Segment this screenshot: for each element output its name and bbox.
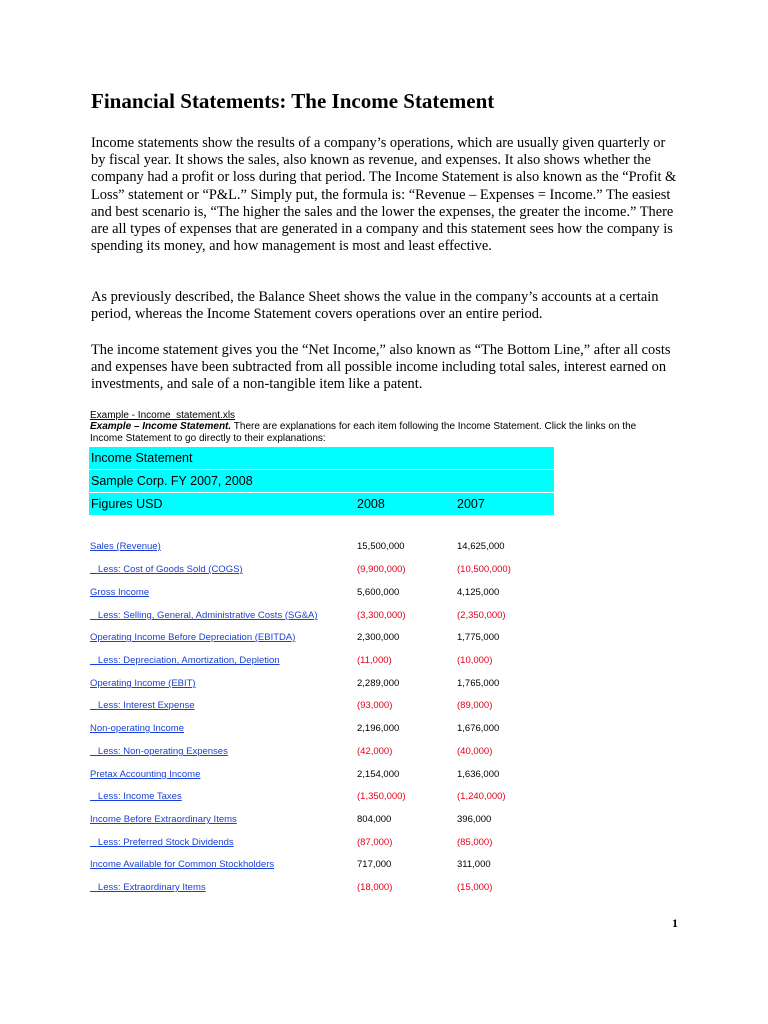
value-2008: 15,500,000 — [357, 541, 405, 552]
table-row — [0, 540, 768, 554]
row-label-link[interactable]: Less: Cost of Goods Sold (COGS) — [90, 564, 243, 575]
value-2007: 1,765,000 — [457, 678, 500, 689]
table-row — [0, 836, 768, 850]
value-2007: (2,350,000) — [457, 610, 506, 621]
value-2007: 1,775,000 — [457, 632, 500, 643]
table-row — [0, 631, 768, 645]
value-2007: (85,000) — [457, 837, 493, 848]
table-row — [0, 609, 768, 623]
example-caption — [90, 421, 660, 445]
value-2008: (1,350,000) — [357, 791, 406, 802]
value-2007: 311,000 — [457, 859, 491, 870]
value-2008: (9,900,000) — [357, 564, 406, 575]
row-label-link[interactable]: Gross Income — [90, 587, 150, 598]
table-row — [0, 563, 768, 577]
column-header-2007: 2007 — [457, 497, 485, 511]
row-label-link[interactable]: Less: Preferred Stock Dividends — [90, 837, 234, 848]
row-label-link[interactable]: Income Before Extraordinary Items — [90, 814, 237, 825]
table-row — [0, 654, 768, 668]
table-row — [0, 790, 768, 804]
row-label-link[interactable]: Sales (Revenue) — [90, 541, 161, 552]
example-file-link[interactable]: Example - Income_statement.xls — [90, 410, 236, 421]
paragraph-net-income: The income statement gives you the “Net Income,” also known as “The Bottom Line,” after all costs and expenses have been subtracted from all possible income including total sales, interest earned on investments, and sale of a non-tangible item like a patent. — [91, 342, 671, 393]
table-row — [0, 745, 768, 759]
page-title: Financial Statements: The Income Statement — [91, 89, 495, 113]
value-2007: (10,000) — [457, 655, 493, 666]
value-2007: 1,676,000 — [457, 723, 500, 734]
example-caption-text: There are explanations for each item following the Income Statement. Click the links on the Income Statement to go directly to their explanations: — [90, 421, 637, 444]
value-2007: 396,000 — [457, 814, 492, 825]
value-2008: 804,000 — [357, 814, 392, 825]
table-header-title-text: Income Statement — [91, 451, 193, 465]
value-2007: (40,000) — [457, 746, 493, 757]
value-2007: (89,000) — [457, 700, 493, 711]
value-2008: 2,300,000 — [357, 632, 400, 643]
value-2008: (18,000) — [357, 882, 393, 893]
table-row — [0, 722, 768, 736]
table-row — [0, 677, 768, 691]
value-2007: (10,500,000) — [457, 564, 511, 575]
row-label-link[interactable]: Less: Non-operating Expenses — [90, 746, 228, 757]
row-label-link[interactable]: Less: Income Taxes — [90, 791, 182, 802]
paragraph-balance-sheet: As previously described, the Balance Sheet shows the value in the company’s accounts at a certain period, whereas the Income Statement covers operations over an entire period. — [91, 289, 659, 323]
value-2007: (1,240,000) — [457, 791, 506, 802]
row-label-link[interactable]: Non-operating Income — [90, 723, 184, 734]
row-label-link[interactable]: Pretax Accounting Income — [90, 769, 201, 780]
value-2008: 2,196,000 — [357, 723, 400, 734]
paragraph-intro: Income statements show the results of a company’s operations, which are usually given quarterly or by fiscal year. It shows the sales, also known as revenue, and expenses. It also shows whether the company had a profit or loss during that period. The Income Statement is also known as the “Profit & Loss” statement or “P&L.” Simply put, the formula is: “Revenue – Expenses = Income.” The easiest and best scenario is, “The higher the sales and the lower the expenses, the greater the income.” There are all types of expenses that are generated in a company and this statement sees how the company is spending its money, and how management is most and least effective. — [91, 135, 677, 255]
row-label-link[interactable]: Operating Income Before Depreciation (EBITDA) — [90, 632, 296, 643]
row-label-link[interactable]: Less: Selling, General, Administrative Costs (SG&A) — [90, 610, 318, 621]
value-2008: (87,000) — [357, 837, 393, 848]
column-header-figures: Figures USD — [91, 497, 163, 511]
table-header-columns — [89, 493, 554, 515]
value-2007: (15,000) — [457, 882, 493, 893]
value-2008: (11,000) — [357, 655, 392, 666]
table-header-title — [89, 447, 554, 469]
table-row — [0, 858, 768, 872]
table-row — [0, 586, 768, 600]
value-2008: (42,000) — [357, 746, 393, 757]
table-row — [0, 813, 768, 827]
value-2008: 2,289,000 — [357, 678, 400, 689]
table-header-company-text: Sample Corp. FY 2007, 2008 — [91, 474, 253, 488]
value-2007: 4,125,000 — [457, 587, 500, 598]
value-2008: 717,000 — [357, 859, 392, 870]
row-label-link[interactable]: Less: Interest Expense — [90, 700, 195, 711]
value-2007: 1,636,000 — [457, 769, 500, 780]
table-row — [0, 768, 768, 782]
table-row — [0, 699, 768, 713]
column-header-2008: 2008 — [357, 497, 385, 511]
row-label-link[interactable]: Operating Income (EBIT) — [90, 678, 196, 689]
value-2008: (3,300,000) — [357, 610, 406, 621]
value-2008: 5,600,000 — [357, 587, 400, 598]
row-label-link[interactable]: Less: Depreciation, Amortization, Depletion — [90, 655, 280, 666]
page-number: 1 — [672, 916, 678, 930]
row-label-link[interactable]: Less: Extraordinary Items — [90, 882, 206, 893]
example-caption-bold: Example – Income Statement. — [90, 421, 232, 432]
row-label-link[interactable]: Income Available for Common Stockholders — [90, 859, 275, 870]
value-2007: 14,625,000 — [457, 541, 505, 552]
value-2008: 2,154,000 — [357, 769, 400, 780]
table-row — [0, 881, 768, 895]
table-header-company — [89, 470, 554, 492]
value-2008: (93,000) — [357, 700, 393, 711]
